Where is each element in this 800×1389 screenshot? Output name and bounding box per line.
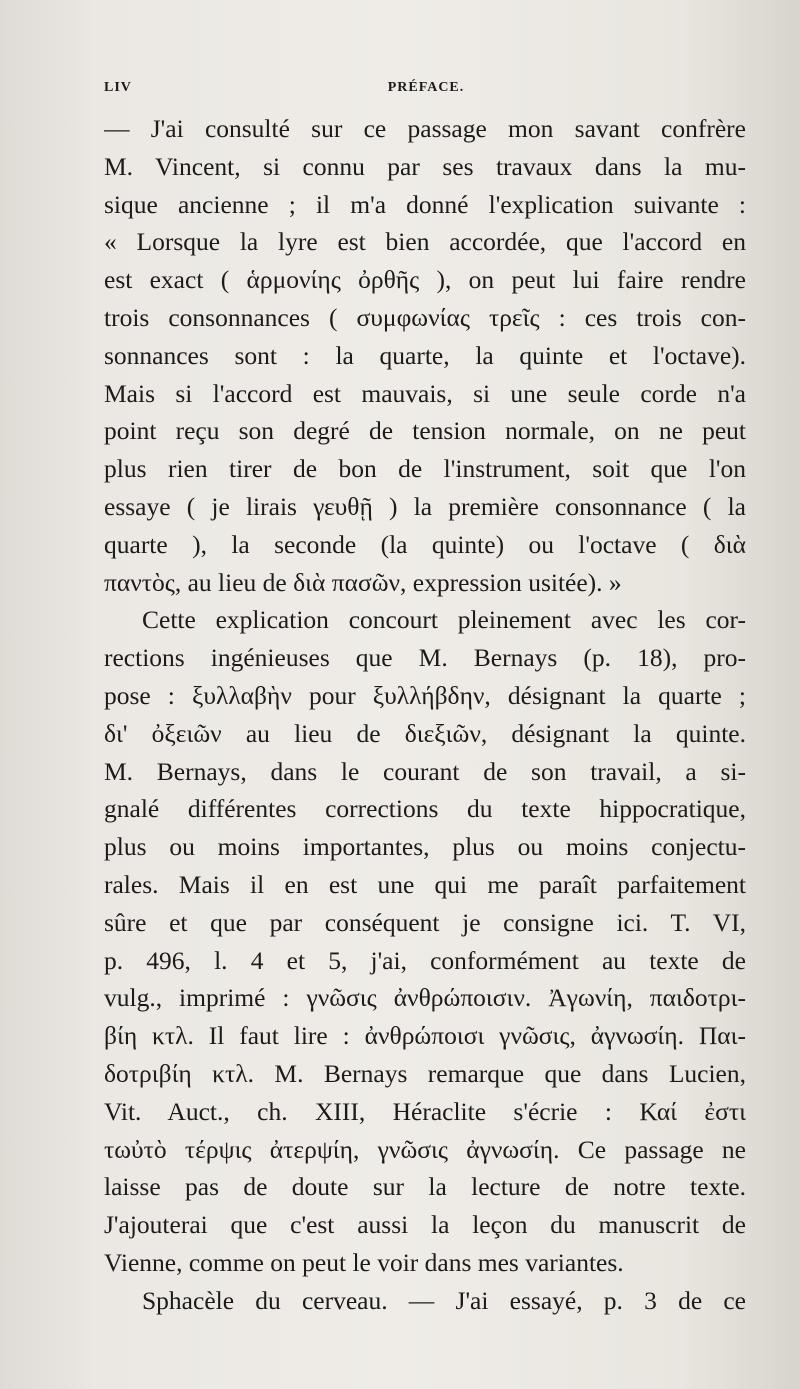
running-title: PRÉFACE. bbox=[387, 80, 465, 95]
text-line: — J'ai consulté sur ce passage mon savant confrère bbox=[104, 114, 746, 143]
text-line: Sphacèle du cerveau. — J'ai essayé, p. 3 de ce bbox=[142, 1285, 746, 1315]
text-line: τωὐτὸ τέρψις ἀτερψίη, γνῶσις ἀγνωσίη. Ce passage ne bbox=[104, 1134, 746, 1164]
text-line: Vit. Auct., ch. XIII, Héraclite s'écrie : Καί ἐστι bbox=[104, 1096, 746, 1126]
text-line: quarte ), la seconde (la quinte) ou l'octave ( διὰ bbox=[104, 529, 746, 559]
text-line: παντὸς, au lieu de διὰ πασῶν, expression usitée). » bbox=[104, 567, 622, 597]
text-line: δι' ὀξειῶν au lieu de διεξιῶν, désignant la quinte. bbox=[104, 718, 746, 748]
text-line: Vienne, comme on peut le voir dans mes variantes. bbox=[104, 1247, 624, 1277]
text-line: J'ajouterai que c'est aussi la leçon du manuscrit de bbox=[104, 1210, 746, 1240]
text-line: essaye ( je lirais γευθῇ ) la première consonnance ( la bbox=[104, 491, 746, 521]
text-line: gnalé différentes corrections du texte hippocratique, bbox=[104, 794, 746, 824]
text-line: Cette explication concourt pleinement avec les cor- bbox=[142, 605, 746, 635]
text-line: rales. Mais il en est une qui me paraît parfaitement bbox=[104, 869, 746, 899]
text-line: βίη κτλ. Il faut lire : ἀνθρώποισι γνῶσις, ἀγνωσίη. Παι- bbox=[104, 1021, 746, 1051]
text-body bbox=[104, 110, 746, 1320]
text-line: pose : ξυλλαβὴν pour ξυλλήβδην, désignant la quarte ; bbox=[104, 680, 746, 710]
text-line: est exact ( ἁρμονίης ὀρθῆς ), on peut lui faire rendre bbox=[104, 265, 746, 295]
text-line: rections ingénieuses que M. Bernays (p. 18), pro- bbox=[104, 643, 746, 673]
text-line: plus rien tirer de bon de l'instrument, soit que l'on bbox=[104, 454, 746, 484]
text-line: vulg., imprimé : γνῶσις ἀνθρώποισιν. Ἀγωνίη, παιδοτρι- bbox=[104, 983, 746, 1013]
text-line: Mais si l'accord est mauvais, si une seule corde n'a bbox=[104, 378, 746, 408]
text-line: sonnances sont : la quarte, la quinte et l'octave). bbox=[104, 340, 746, 370]
page-number: LIV bbox=[104, 80, 132, 95]
text-line: sique ancienne ; il m'a donné l'explication suivante : bbox=[104, 189, 746, 219]
text-line: « Lorsque la lyre est bien accordée, que l'accord en bbox=[104, 227, 746, 257]
text-line: p. 496, l. 4 et 5, j'ai, conformément au texte de bbox=[104, 945, 746, 975]
running-header bbox=[104, 80, 748, 102]
text-line: plus ou moins importantes, plus ou moins conjectu- bbox=[104, 832, 746, 862]
text-line: trois consonnances ( συμφωνίας τρεῖς : ces trois con- bbox=[104, 302, 746, 332]
text-line: δοτριβίη κτλ. M. Bernays remarque que dans Lucien, bbox=[104, 1058, 746, 1088]
text-line: M. Vincent, si connu par ses travaux dans la mu- bbox=[104, 151, 746, 181]
text-line: point reçu son degré de tension normale, on ne peut bbox=[104, 416, 746, 446]
text-line: sûre et que par conséquent je consigne ici. T. VI, bbox=[104, 907, 746, 937]
text-line: M. Bernays, dans le courant de son travail, a si- bbox=[104, 756, 746, 786]
text-line: laisse pas de doute sur la lecture de notre texte. bbox=[104, 1172, 746, 1202]
